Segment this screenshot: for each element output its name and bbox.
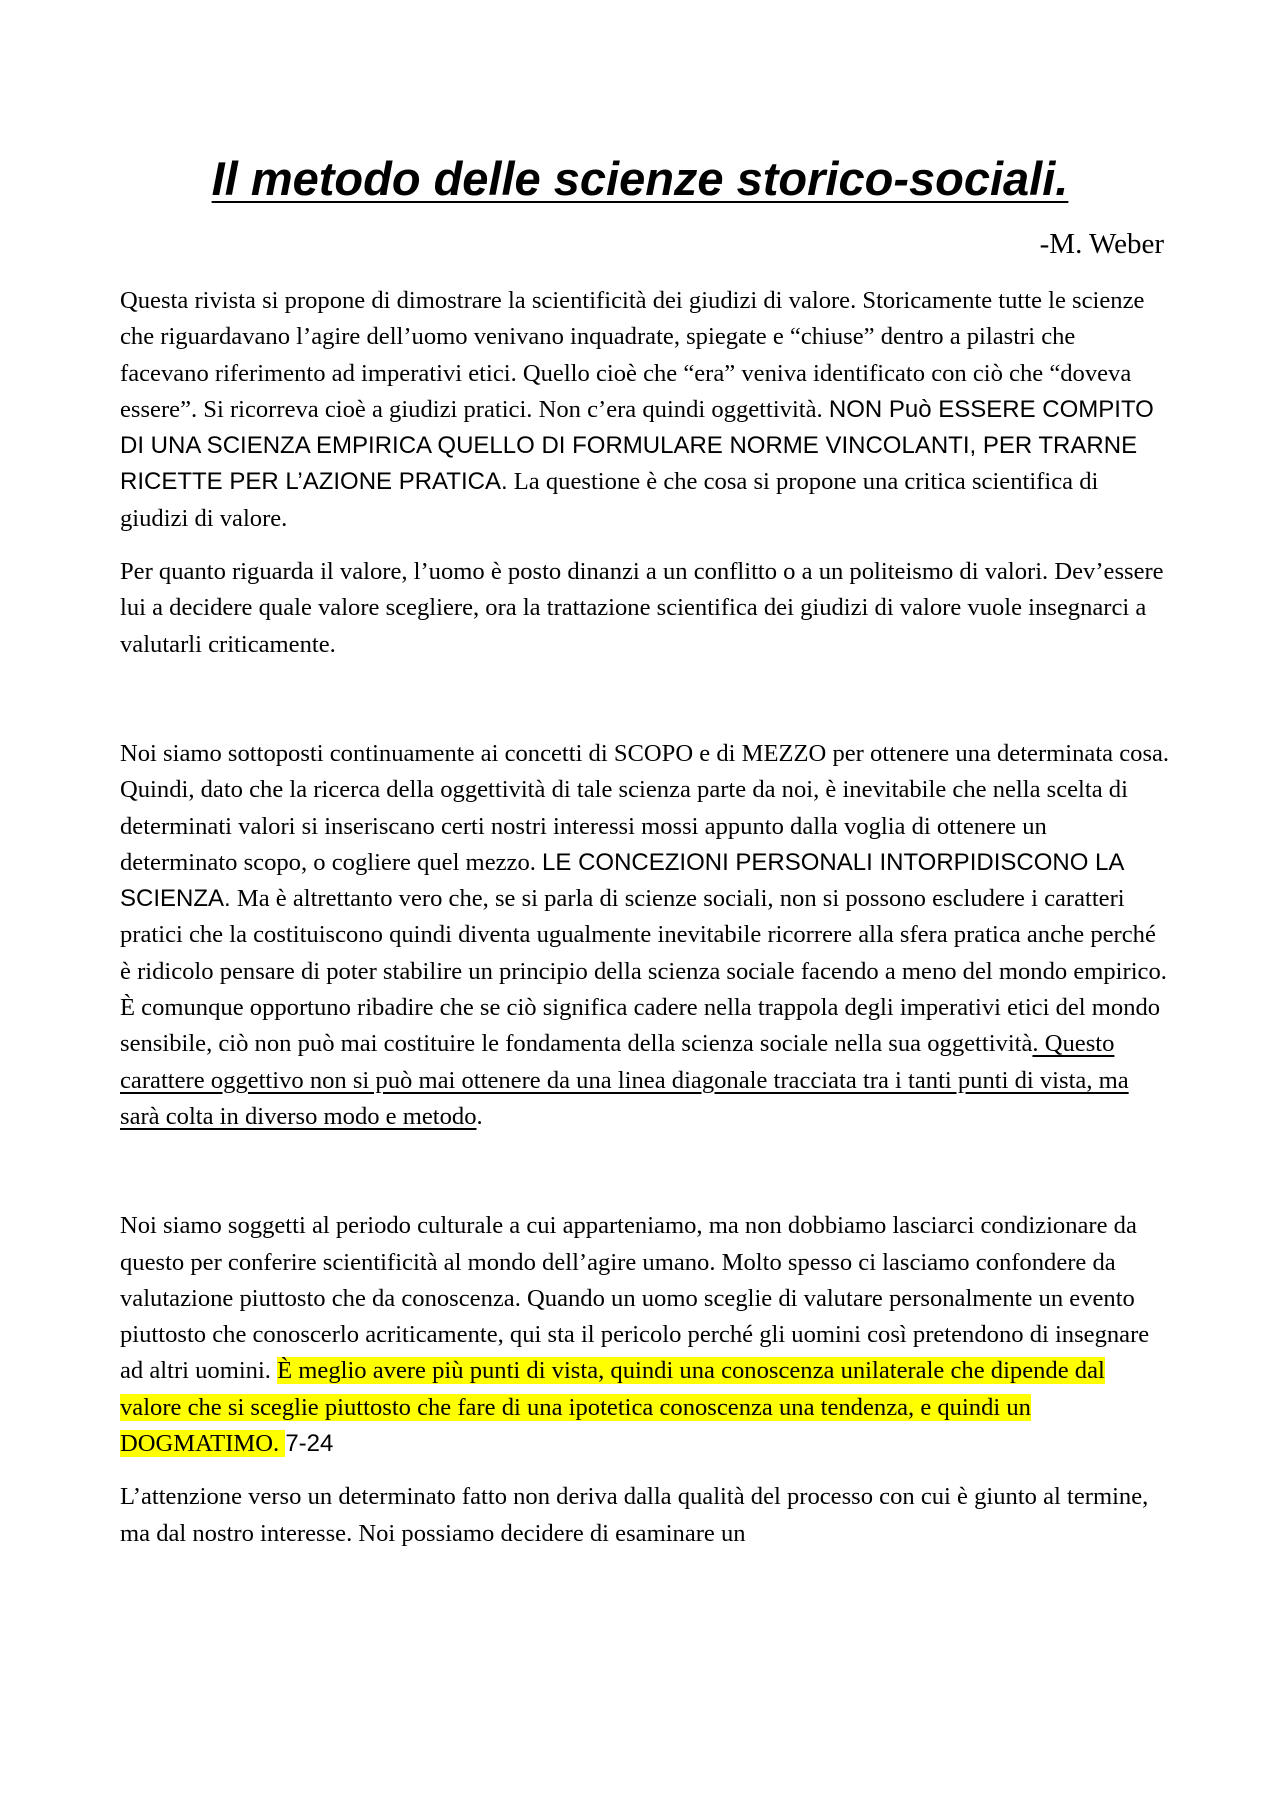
page-reference: 7-24: [285, 1430, 334, 1458]
document-body: [120, 283, 1170, 1552]
paragraph-2: Per quanto riguarda il valore, l’uomo è posto dinanzi a un conflitto o a un politeismo di valori. Dev’essere lui a decidere quale valore scegliere, ora la trattazione scientifica dei giudizi di valore vuole insegnarci a valutarli criticamente.: [120, 558, 1164, 658]
caps-statement: NON Può ESSERE COMPITO DI UNA SCIENZA EMPIRICA QUELLO DI FORMULARE NORME VINCOLANTI, PER TRARNE RICETTE PER L’AZIONE PRATICA.: [120, 395, 1154, 496]
highlighted-passage: È meglio avere più punti di vista, quindi una conoscenza unilaterale che dipende dal valore che si sceglie piuttosto che fare di una ipotetica conoscenza una tendenza, e quindi un DOGMATIMO.: [120, 1357, 1105, 1458]
paragraph-5: L’attenzione verso un determinato fatto non deriva dalla qualità del processo con cui è giunto al termine, ma dal nostro interesse. Noi possiamo decidere di esaminare un: [120, 1483, 1149, 1547]
document-title: Il metodo delle scienze storico-sociali.: [211, 152, 1069, 205]
paragraph-1: Questa rivista si propone di dimostrare la scientificità dei giudizi di valore. Storicamente tutte le scienze che riguardavano l’agire dell’uomo venivano inquadrate, spiegate e “chiuse” dentro a pilastri che facevano riferimento ad imperativi etici. Quello cioè che “era” veniva identificato con ciò che “doveva essere”. Si ricorreva cioè a giudizi pratici. Non c’era quindi oggettività. NON Può ESSERE COMPITO DI UNA SCIENZA EMPIRICA QUELLO DI FORMULARE NORME VINCOLANTI, PER TRARNE RICETTE PER L’AZIONE PRATICA. La questione è che cosa si propone una critica scientifica di giudizi di valore.: [120, 287, 1154, 532]
caps-statement-2: LE CONCEZIONI PERSONALI INTORPIDISCONO LA SCIENZA.: [120, 848, 1124, 913]
paragraph-4: Noi siamo soggetti al periodo culturale a cui apparteniamo, ma non dobbiamo lasciarci condizionare da questo per conferire scientificità al mondo dell’agire umano. Molto spesso ci lasciamo confondere da valutazione piuttosto che da conoscenza. Quando un uomo sceglie di valutare personalmente un evento piuttosto che conoscerlo acriticamente, qui sta il pericolo perché gli uomini così pretendono di insegnare ad altri uomini. È meglio avere più punti di vista, quindi una conoscenza unilaterale che dipende dal valore che si sceglie piuttosto che fare di una ipotetica conoscenza una tendenza, e quindi un DOGMATIMO. 7-24: [120, 1212, 1150, 1458]
paragraph-3: Noi siamo sottoposti continuamente ai concetti di SCOPO e di MEZZO per ottenere una determinata cosa. Quindi, dato che la ricerca della oggettività di tale scienza parte da noi, è inevitabile che nella scelta di determinati valori si inseriscano certi nostri interessi mossi appunto dalla voglia di ottenere un determinato scopo, o cogliere quel mezzo. LE CONCEZIONI PERSONALI INTORPIDISCONO LA SCIENZA. Ma è altrettanto vero che, se si parla di scienze sociali, non si possono escludere i caratteri pratici che la costituiscono quindi diventa ugualmente inevitabile ricorrere alla sfera pratica anche perché è ridicolo pensare di poter stabilire un principio della scienza sociale facendo a meno del mondo empirico. È comunque opportuno ribadire che se ciò significa cadere nella trappola degli imperativi etici del mondo sensibile, ciò non può mai costituire le fondamenta della scienza sociale nella sua oggettività. Questo carattere oggettivo non si può mai ottenere da una linea diagonale tracciata tra i tanti punti di vista, ma sarà colta in diverso modo e metodo.: [120, 739, 1170, 1130]
underlined-passage: . Questo carattere oggettivo non si può mai ottenere da una linea diagonale tracciata tra i tanti punti di vista, ma sarà colta in diverso modo e metodo: [120, 1030, 1129, 1130]
author-signature: -M. Weber: [1039, 228, 1164, 260]
